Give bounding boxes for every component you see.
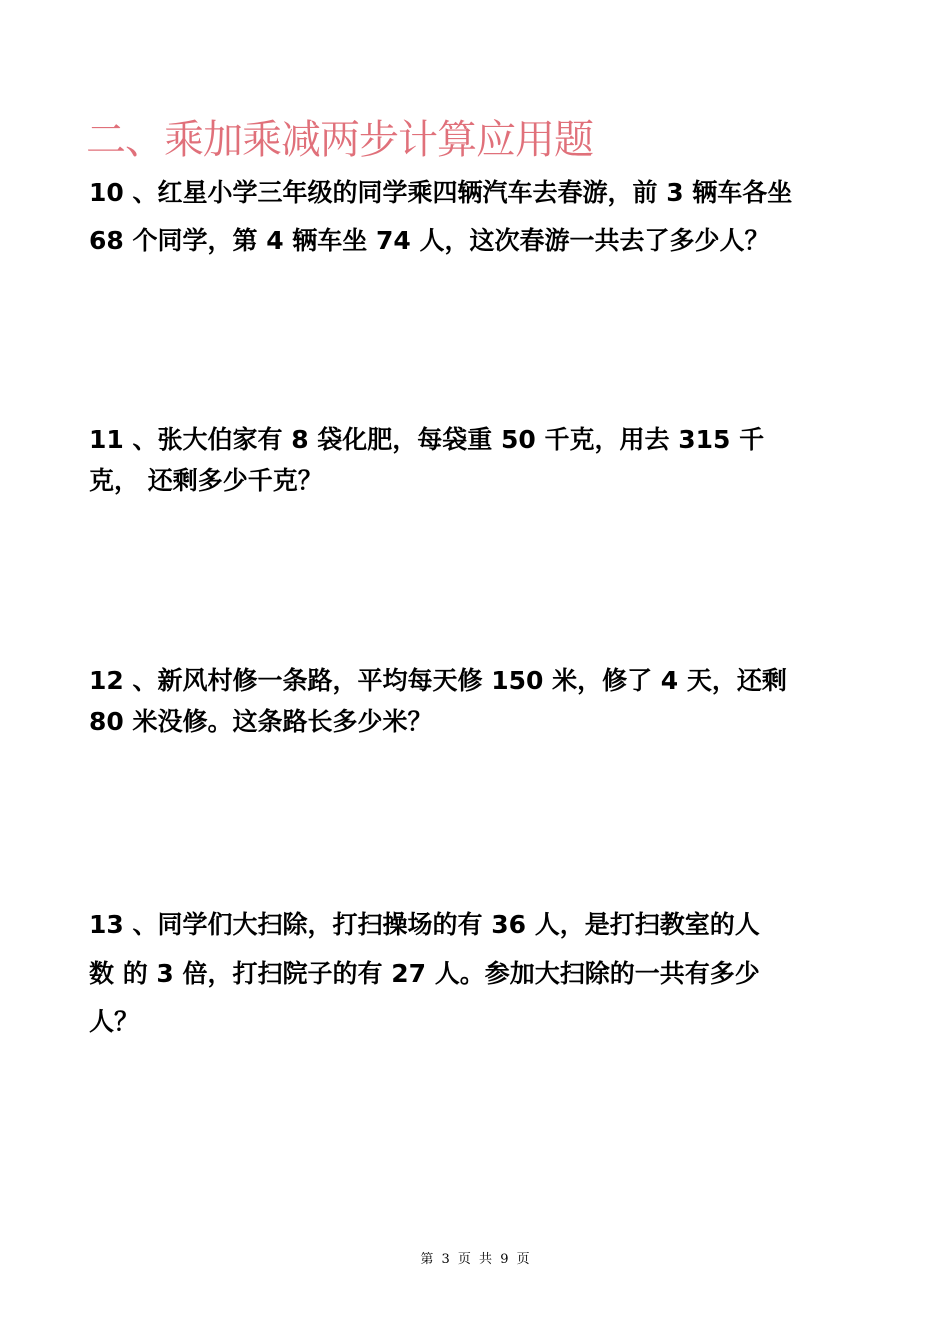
problem-10-line-2: 68 个同学，第 4 辆车坐 74 人，这次春游一共去了多少人？ — [89, 226, 770, 255]
page-footer: 第 3 页 共 9 页 — [420, 1252, 530, 1267]
problem-13-line-2: 数 的 3 倍，打扫院子的有 27 人。参加大扫除的一共有多少 — [89, 959, 760, 988]
problem-11-line-2: 克， 还剩多少千克？ — [89, 466, 323, 495]
problem-10-line-1: 10 、红星小学三年级的同学乘四辆汽车去春游，前 3 辆车各坐 — [89, 178, 793, 207]
problem-12-line-1: 12 、新风村修一条路，平均每天修 150 米，修了 4 天，还剩 — [89, 666, 787, 695]
problem-13-line-1: 13 、同学们大扫除，打扫操场的有 36 人，是打扫教室的人 — [89, 910, 760, 939]
problem-12-line-2: 80 米没修。这条路长多少米？ — [89, 707, 433, 736]
problem-11-line-1: 11 、张大伯家有 8 袋化肥，每袋重 50 千克，用去 315 千 — [89, 425, 765, 454]
problem-13-line-3: 人？ — [89, 1007, 140, 1036]
section-title: 二、乘加乘减两步计算应用题 — [86, 117, 593, 163]
